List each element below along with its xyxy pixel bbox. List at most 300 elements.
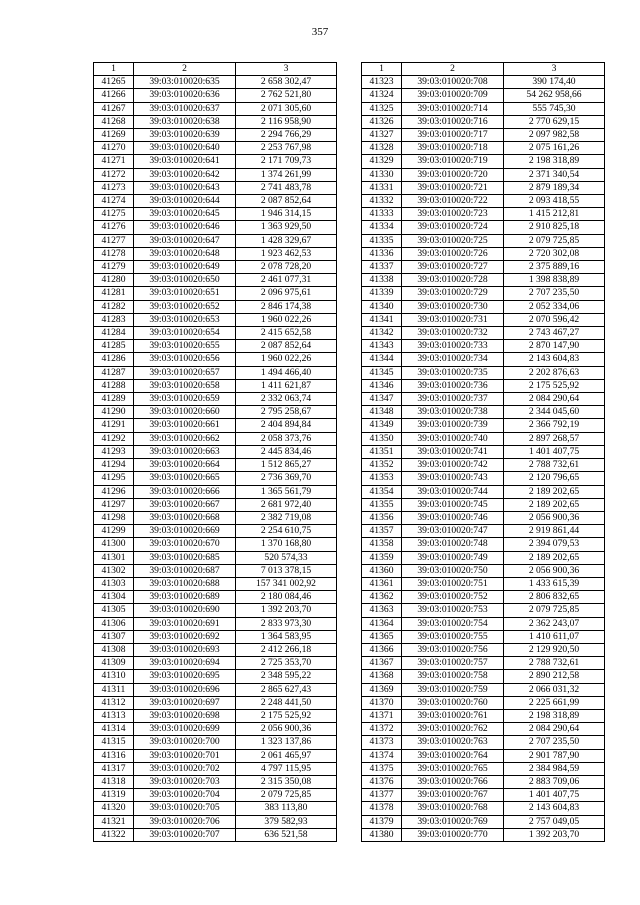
- value-cell: 2 919 861,44: [504, 525, 605, 538]
- table-row: [94, 802, 337, 815]
- table-row: [94, 419, 337, 432]
- table-row: [362, 577, 605, 590]
- value-cell: 4 797 115,95: [236, 762, 337, 775]
- cadastral-number-cell: 39:03:010020:718: [402, 142, 504, 155]
- value-cell: 2 865 627,43: [236, 683, 337, 696]
- row-number-cell: 41317: [94, 762, 134, 775]
- table-row: [362, 472, 605, 485]
- value-cell: 2 079 725,85: [504, 234, 605, 247]
- table-row: [362, 630, 605, 643]
- row-number-cell: 41331: [362, 181, 402, 194]
- table-row: [94, 353, 337, 366]
- value-cell: 2 890 212,58: [504, 670, 605, 683]
- table-row: [94, 617, 337, 630]
- table-row: [362, 366, 605, 379]
- value-cell: 2 052 334,06: [504, 300, 605, 313]
- cadastral-number-cell: 39:03:010020:719: [402, 155, 504, 168]
- table-row: [362, 89, 605, 102]
- cadastral-number-cell: 39:03:010020:769: [402, 815, 504, 828]
- row-number-cell: 41299: [94, 525, 134, 538]
- value-cell: 2 143 604,83: [504, 802, 605, 815]
- row-number-cell: 41362: [362, 591, 402, 604]
- cadastral-number-cell: 39:03:010020:759: [402, 683, 504, 696]
- table-row: [94, 274, 337, 287]
- cadastral-number-cell: 39:03:010020:695: [134, 670, 236, 683]
- table-row: [362, 525, 605, 538]
- table-row: [362, 762, 605, 775]
- table-row: [362, 379, 605, 392]
- table-row: [94, 340, 337, 353]
- row-number-cell: 41369: [362, 683, 402, 696]
- value-cell: 2 404 894,84: [236, 419, 337, 432]
- table-row: [94, 564, 337, 577]
- cadastral-number-cell: 39:03:010020:637: [134, 102, 236, 115]
- table-row: [94, 749, 337, 762]
- value-cell: 2 071 305,60: [236, 102, 337, 115]
- cadastral-number-cell: 39:03:010020:737: [402, 393, 504, 406]
- value-cell: 2 120 796,65: [504, 472, 605, 485]
- cadastral-number-cell: 39:03:010020:689: [134, 591, 236, 604]
- value-cell: 2 870 147,90: [504, 340, 605, 353]
- value-cell: 2 198 318,89: [504, 155, 605, 168]
- row-number-cell: 41359: [362, 551, 402, 564]
- registry-table-left: [93, 62, 337, 842]
- row-number-cell: 41281: [94, 287, 134, 300]
- cadastral-number-cell: 39:03:010020:704: [134, 789, 236, 802]
- cadastral-number-cell: 39:03:010020:700: [134, 736, 236, 749]
- row-number-cell: 41316: [94, 749, 134, 762]
- cadastral-number-cell: 39:03:010020:640: [134, 142, 236, 155]
- row-number-cell: 41340: [362, 300, 402, 313]
- table-row: [94, 709, 337, 722]
- cadastral-number-cell: 39:03:010020:745: [402, 498, 504, 511]
- table-row: [94, 287, 337, 300]
- value-cell: 390 174,40: [504, 76, 605, 89]
- row-number-cell: 41268: [94, 115, 134, 128]
- value-cell: 2 394 079,53: [504, 538, 605, 551]
- registry-table-right: [361, 62, 605, 842]
- row-number-cell: 41325: [362, 102, 402, 115]
- column-header-value: 3: [236, 63, 337, 76]
- value-cell: 2 658 302,47: [236, 76, 337, 89]
- cadastral-number-cell: 39:03:010020:653: [134, 313, 236, 326]
- cadastral-number-cell: 39:03:010020:714: [402, 102, 504, 115]
- row-number-cell: 41293: [94, 445, 134, 458]
- table-row: [94, 551, 337, 564]
- row-number-cell: 41376: [362, 775, 402, 788]
- value-cell: 1 428 329,67: [236, 234, 337, 247]
- row-number-cell: 41302: [94, 564, 134, 577]
- row-number-cell: 41352: [362, 459, 402, 472]
- row-number-cell: 41344: [362, 353, 402, 366]
- row-number-cell: 41282: [94, 300, 134, 313]
- value-cell: 2 097 982,58: [504, 129, 605, 142]
- value-cell: 2 294 766,29: [236, 129, 337, 142]
- cadastral-number-cell: 39:03:010020:641: [134, 155, 236, 168]
- row-number-cell: 41346: [362, 379, 402, 392]
- row-number-cell: 41277: [94, 234, 134, 247]
- table-row: [94, 736, 337, 749]
- value-cell: 1 363 929,50: [236, 221, 337, 234]
- table-row: [94, 327, 337, 340]
- cadastral-number-cell: 39:03:010020:733: [402, 340, 504, 353]
- cadastral-number-cell: 39:03:010020:755: [402, 630, 504, 643]
- value-cell: 2 736 369,70: [236, 472, 337, 485]
- table-row: [362, 736, 605, 749]
- cadastral-number-cell: 39:03:010020:744: [402, 485, 504, 498]
- value-cell: 2 175 525,92: [504, 379, 605, 392]
- table-row: [362, 221, 605, 234]
- cadastral-number-cell: 39:03:010020:692: [134, 630, 236, 643]
- row-number-cell: 41379: [362, 815, 402, 828]
- row-number-cell: 41297: [94, 498, 134, 511]
- cadastral-number-cell: 39:03:010020:645: [134, 208, 236, 221]
- row-number-cell: 41274: [94, 195, 134, 208]
- row-number-cell: 41279: [94, 261, 134, 274]
- table-row: [94, 472, 337, 485]
- cadastral-number-cell: 39:03:010020:720: [402, 168, 504, 181]
- value-cell: 2 061 465,97: [236, 749, 337, 762]
- cadastral-number-cell: 39:03:010020:750: [402, 564, 504, 577]
- cadastral-number-cell: 39:03:010020:752: [402, 591, 504, 604]
- cadastral-number-cell: 39:03:010020:691: [134, 617, 236, 630]
- table-row: [362, 696, 605, 709]
- table-row: [94, 89, 337, 102]
- value-cell: 2 371 340,54: [504, 168, 605, 181]
- value-cell: 2 883 709,06: [504, 775, 605, 788]
- table-row: [362, 670, 605, 683]
- row-number-cell: 41371: [362, 709, 402, 722]
- cadastral-number-cell: 39:03:010020:747: [402, 525, 504, 538]
- table-row: [94, 129, 337, 142]
- cadastral-number-cell: 39:03:010020:662: [134, 432, 236, 445]
- table-row: [362, 234, 605, 247]
- row-number-cell: 41356: [362, 511, 402, 524]
- cadastral-number-cell: 39:03:010020:655: [134, 340, 236, 353]
- value-cell: 2 078 728,20: [236, 261, 337, 274]
- value-cell: 2 707 235,50: [504, 287, 605, 300]
- table-row: [94, 432, 337, 445]
- row-number-cell: 41373: [362, 736, 402, 749]
- value-cell: 2 332 063,74: [236, 393, 337, 406]
- value-cell: 1 960 022,26: [236, 313, 337, 326]
- value-cell: 2 093 418,55: [504, 195, 605, 208]
- value-cell: 2 315 350,08: [236, 775, 337, 788]
- row-number-cell: 41364: [362, 617, 402, 630]
- row-number-cell: 41288: [94, 379, 134, 392]
- row-number-cell: 41324: [362, 89, 402, 102]
- row-number-cell: 41273: [94, 181, 134, 194]
- cadastral-number-cell: 39:03:010020:664: [134, 459, 236, 472]
- table-row: [362, 657, 605, 670]
- table-row: [94, 723, 337, 736]
- row-number-cell: 41301: [94, 551, 134, 564]
- cadastral-number-cell: 39:03:010020:763: [402, 736, 504, 749]
- cadastral-number-cell: 39:03:010020:638: [134, 115, 236, 128]
- table-row: [362, 617, 605, 630]
- cadastral-number-cell: 39:03:010020:740: [402, 432, 504, 445]
- table-row: [362, 432, 605, 445]
- cadastral-number-cell: 39:03:010020:730: [402, 300, 504, 313]
- cadastral-number-cell: 39:03:010020:753: [402, 604, 504, 617]
- cadastral-number-cell: 39:03:010020:658: [134, 379, 236, 392]
- value-cell: 2 189 202,65: [504, 498, 605, 511]
- row-number-cell: 41326: [362, 115, 402, 128]
- cadastral-number-cell: 39:03:010020:688: [134, 577, 236, 590]
- row-number-cell: 41357: [362, 525, 402, 538]
- table-row: [362, 775, 605, 788]
- cadastral-number-cell: 39:03:010020:723: [402, 208, 504, 221]
- row-number-cell: 41315: [94, 736, 134, 749]
- value-cell: 2 180 084,46: [236, 591, 337, 604]
- cadastral-number-cell: 39:03:010020:727: [402, 261, 504, 274]
- value-cell: 2 129 920,50: [504, 643, 605, 656]
- row-number-cell: 41304: [94, 591, 134, 604]
- value-cell: 157 341 002,92: [236, 577, 337, 590]
- row-number-cell: 41349: [362, 419, 402, 432]
- value-cell: 2 901 787,90: [504, 749, 605, 762]
- cadastral-number-cell: 39:03:010020:707: [134, 828, 236, 841]
- value-cell: 1 410 611,07: [504, 630, 605, 643]
- row-number-cell: 41278: [94, 247, 134, 260]
- row-number-cell: 41291: [94, 419, 134, 432]
- cadastral-number-cell: 39:03:010020:717: [402, 129, 504, 142]
- row-number-cell: 41360: [362, 564, 402, 577]
- value-cell: 2 253 767,98: [236, 142, 337, 155]
- cadastral-number-cell: 39:03:010020:708: [402, 76, 504, 89]
- cadastral-number-cell: 39:03:010020:770: [402, 828, 504, 841]
- table-row: [362, 115, 605, 128]
- value-cell: 2 762 521,80: [236, 89, 337, 102]
- cadastral-number-cell: 39:03:010020:749: [402, 551, 504, 564]
- value-cell: 2 461 077,31: [236, 274, 337, 287]
- row-number-cell: 41358: [362, 538, 402, 551]
- table-header-row: [362, 63, 605, 76]
- value-cell: 1 323 137,86: [236, 736, 337, 749]
- table-row: [362, 815, 605, 828]
- table-row: [362, 551, 605, 564]
- row-number-cell: 41312: [94, 696, 134, 709]
- table-row: [94, 155, 337, 168]
- table-row: [94, 445, 337, 458]
- row-number-cell: 41375: [362, 762, 402, 775]
- table-row: [362, 419, 605, 432]
- value-cell: 2 087 852,64: [236, 340, 337, 353]
- table-row: [362, 802, 605, 815]
- cadastral-number-cell: 39:03:010020:669: [134, 525, 236, 538]
- cadastral-number-cell: 39:03:010020:731: [402, 313, 504, 326]
- column-header-cadastral-number: 2: [402, 63, 504, 76]
- row-number-cell: 41286: [94, 353, 134, 366]
- value-cell: 2 084 290,64: [504, 723, 605, 736]
- table-row: [362, 76, 605, 89]
- table-row: [362, 683, 605, 696]
- table-row: [94, 762, 337, 775]
- row-number-cell: 41276: [94, 221, 134, 234]
- row-number-cell: 41292: [94, 432, 134, 445]
- cadastral-number-cell: 39:03:010020:724: [402, 221, 504, 234]
- table-row: [362, 340, 605, 353]
- value-cell: 2 254 610,75: [236, 525, 337, 538]
- cadastral-number-cell: 39:03:010020:661: [134, 419, 236, 432]
- row-number-cell: 41361: [362, 577, 402, 590]
- cadastral-number-cell: 39:03:010020:734: [402, 353, 504, 366]
- value-cell: 54 262 958,66: [504, 89, 605, 102]
- row-number-cell: 41280: [94, 274, 134, 287]
- value-cell: 2 344 045,60: [504, 406, 605, 419]
- table-row: [362, 723, 605, 736]
- value-cell: 2 079 725,85: [236, 789, 337, 802]
- value-cell: 2 757 049,05: [504, 815, 605, 828]
- value-cell: 2 058 373,76: [236, 432, 337, 445]
- cadastral-number-cell: 39:03:010020:703: [134, 775, 236, 788]
- table-row: [362, 485, 605, 498]
- value-cell: 1 960 022,26: [236, 353, 337, 366]
- table-row: [94, 683, 337, 696]
- row-number-cell: 41336: [362, 247, 402, 260]
- table-row: [362, 129, 605, 142]
- row-number-cell: 41272: [94, 168, 134, 181]
- row-number-cell: 41335: [362, 234, 402, 247]
- value-cell: 2 910 825,18: [504, 221, 605, 234]
- row-number-cell: 41353: [362, 472, 402, 485]
- cadastral-number-cell: 39:03:010020:650: [134, 274, 236, 287]
- table-row: [94, 789, 337, 802]
- table-row: [362, 313, 605, 326]
- value-cell: 2 897 268,57: [504, 432, 605, 445]
- cadastral-number-cell: 39:03:010020:667: [134, 498, 236, 511]
- table-row: [94, 775, 337, 788]
- cadastral-number-cell: 39:03:010020:690: [134, 604, 236, 617]
- cadastral-number-cell: 39:03:010020:663: [134, 445, 236, 458]
- table-row: [362, 709, 605, 722]
- cadastral-number-cell: 39:03:010020:756: [402, 643, 504, 656]
- value-cell: 1 512 865,27: [236, 459, 337, 472]
- cadastral-number-cell: 39:03:010020:725: [402, 234, 504, 247]
- row-number-cell: 41374: [362, 749, 402, 762]
- cadastral-number-cell: 39:03:010020:741: [402, 445, 504, 458]
- value-cell: 1 401 407,75: [504, 789, 605, 802]
- row-number-cell: 41377: [362, 789, 402, 802]
- value-cell: 1 392 203,70: [236, 604, 337, 617]
- row-number-cell: 41294: [94, 459, 134, 472]
- table-row: [94, 591, 337, 604]
- value-cell: 2 707 235,50: [504, 736, 605, 749]
- row-number-cell: 41329: [362, 155, 402, 168]
- table-row: [94, 815, 337, 828]
- table-row: [94, 393, 337, 406]
- table-row: [94, 181, 337, 194]
- value-cell: 2 725 353,70: [236, 657, 337, 670]
- table-row: [362, 287, 605, 300]
- cadastral-number-cell: 39:03:010020:651: [134, 287, 236, 300]
- value-cell: 2 445 834,46: [236, 445, 337, 458]
- cadastral-number-cell: 39:03:010020:647: [134, 234, 236, 247]
- table-row: [94, 696, 337, 709]
- value-cell: 1 946 314,15: [236, 208, 337, 221]
- value-cell: 2 056 900,36: [504, 511, 605, 524]
- value-cell: 2 384 984,59: [504, 762, 605, 775]
- table-row: [362, 604, 605, 617]
- value-cell: 1 494 466,40: [236, 366, 337, 379]
- table-row: [362, 511, 605, 524]
- cadastral-number-cell: 39:03:010020:698: [134, 709, 236, 722]
- cadastral-number-cell: 39:03:010020:706: [134, 815, 236, 828]
- cadastral-number-cell: 39:03:010020:666: [134, 485, 236, 498]
- cadastral-number-cell: 39:03:010020:639: [134, 129, 236, 142]
- row-number-cell: 41320: [94, 802, 134, 815]
- row-number-cell: 41305: [94, 604, 134, 617]
- row-number-cell: 41308: [94, 643, 134, 656]
- value-cell: 1 433 615,39: [504, 577, 605, 590]
- table-row: [94, 828, 337, 841]
- row-number-cell: 41303: [94, 577, 134, 590]
- row-number-cell: 41372: [362, 723, 402, 736]
- value-cell: 7 013 378,15: [236, 564, 337, 577]
- value-cell: 2 171 709,73: [236, 155, 337, 168]
- table-row: [362, 274, 605, 287]
- table-row: [362, 406, 605, 419]
- value-cell: 2 720 302,08: [504, 247, 605, 260]
- value-cell: 1 365 561,79: [236, 485, 337, 498]
- row-number-cell: 41319: [94, 789, 134, 802]
- value-cell: 2 806 832,65: [504, 591, 605, 604]
- row-number-cell: 41347: [362, 393, 402, 406]
- row-number-cell: 41367: [362, 657, 402, 670]
- value-cell: 2 770 629,15: [504, 115, 605, 128]
- cadastral-number-cell: 39:03:010020:751: [402, 577, 504, 590]
- value-cell: 2 412 266,18: [236, 643, 337, 656]
- table-row: [362, 445, 605, 458]
- row-number-cell: 41366: [362, 643, 402, 656]
- table-row: [94, 498, 337, 511]
- cadastral-number-cell: 39:03:010020:699: [134, 723, 236, 736]
- cadastral-number-cell: 39:03:010020:636: [134, 89, 236, 102]
- table-row: [362, 261, 605, 274]
- table-row: [94, 195, 337, 208]
- value-cell: 2 366 792,19: [504, 419, 605, 432]
- value-cell: 2 056 900,36: [504, 564, 605, 577]
- cadastral-number-cell: 39:03:010020:765: [402, 762, 504, 775]
- cadastral-number-cell: 39:03:010020:758: [402, 670, 504, 683]
- cadastral-number-cell: 39:03:010020:656: [134, 353, 236, 366]
- row-number-cell: 41270: [94, 142, 134, 155]
- value-cell: 2 189 202,65: [504, 551, 605, 564]
- row-number-cell: 41322: [94, 828, 134, 841]
- cadastral-number-cell: 39:03:010020:742: [402, 459, 504, 472]
- row-number-cell: 41296: [94, 485, 134, 498]
- table-row: [362, 195, 605, 208]
- cadastral-number-cell: 39:03:010020:768: [402, 802, 504, 815]
- table-row: [94, 459, 337, 472]
- value-cell: 1 398 838,89: [504, 274, 605, 287]
- value-cell: 2 087 852,64: [236, 195, 337, 208]
- table-row: [362, 142, 605, 155]
- value-cell: 1 923 462,53: [236, 247, 337, 260]
- table-row: [362, 181, 605, 194]
- cadastral-number-cell: 39:03:010020:659: [134, 393, 236, 406]
- table-row: [362, 828, 605, 841]
- value-cell: 2 075 161,26: [504, 142, 605, 155]
- value-cell: 1 401 407,75: [504, 445, 605, 458]
- value-cell: 2 795 258,67: [236, 406, 337, 419]
- cadastral-number-cell: 39:03:010020:722: [402, 195, 504, 208]
- value-cell: 2 066 031,32: [504, 683, 605, 696]
- row-number-cell: 41323: [362, 76, 402, 89]
- cadastral-number-cell: 39:03:010020:701: [134, 749, 236, 762]
- value-cell: 2 879 189,34: [504, 181, 605, 194]
- row-number-cell: 41341: [362, 313, 402, 326]
